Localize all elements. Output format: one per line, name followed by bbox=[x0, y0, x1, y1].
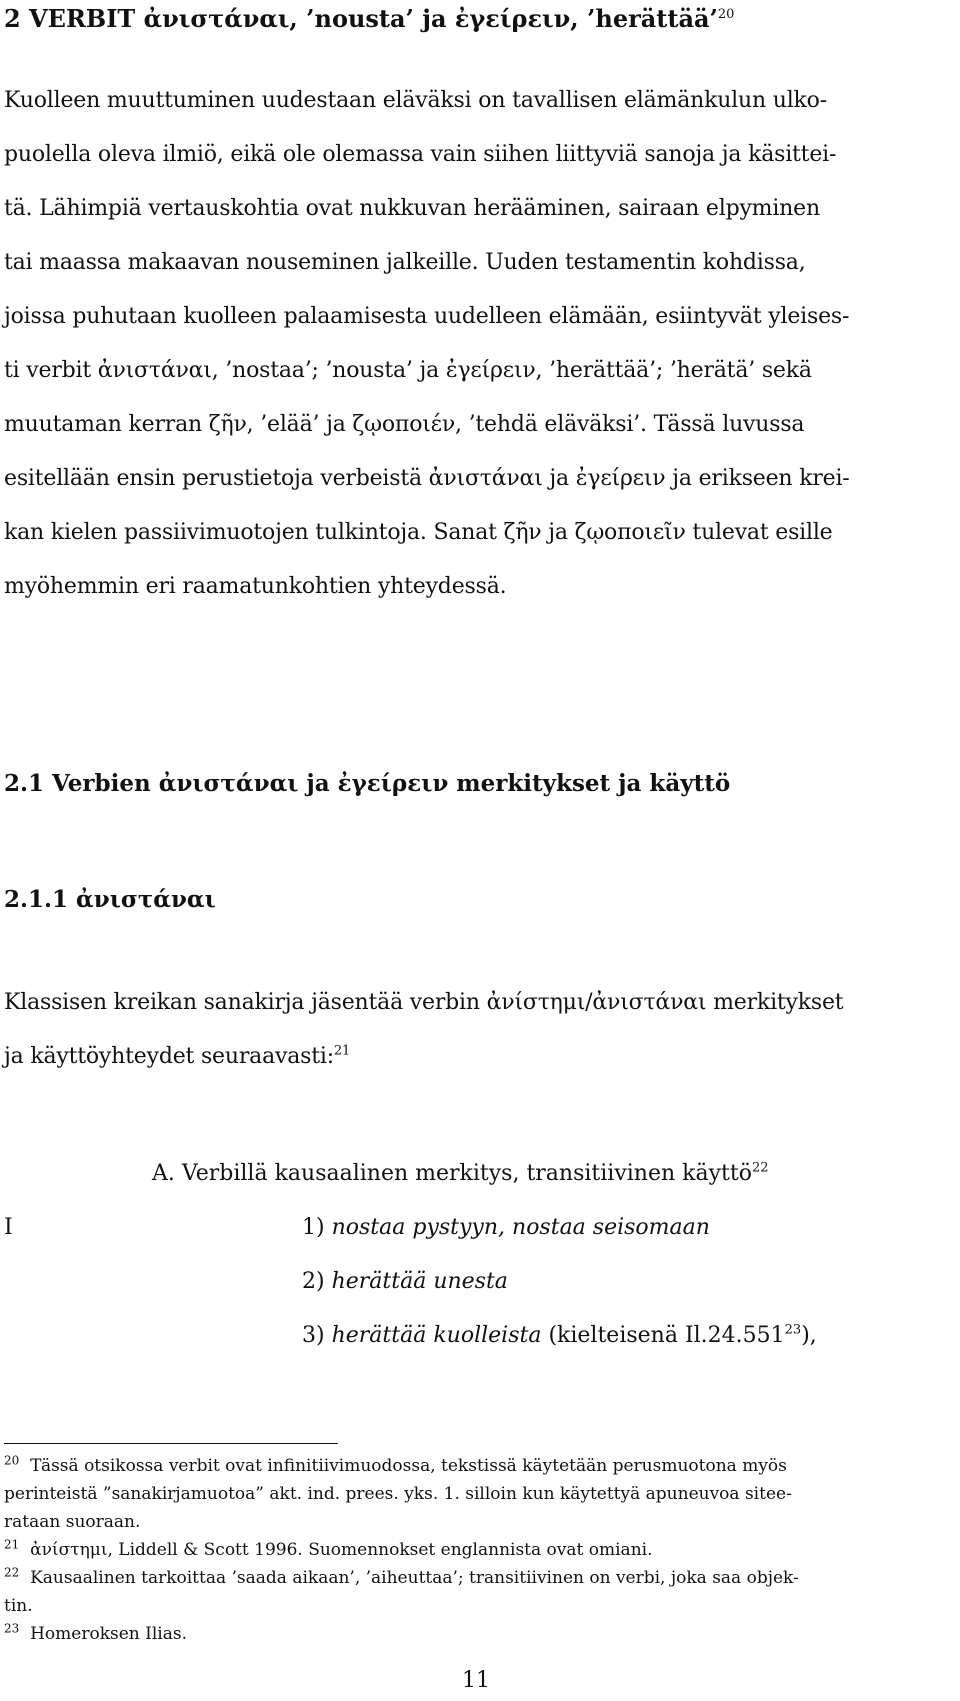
footnote-number: 22 bbox=[4, 1565, 20, 1580]
section-heading: 2.1 Verbien ἀνιστάναι ja ἐγείρειν merkitykset ja käyttö bbox=[4, 770, 731, 797]
item-text: herättää unesta bbox=[331, 1269, 508, 1294]
item-number: 2) bbox=[302, 1269, 325, 1294]
footnote-text: Tässä otsikossa verbit ovat infinitiivimuodossa, tekstissä käytetään perusmuotona myös bbox=[30, 1456, 787, 1476]
definition-item-3 bbox=[302, 1323, 817, 1348]
chapter-heading bbox=[4, 4, 734, 33]
footnote-number: 20 bbox=[4, 1453, 20, 1468]
footnote-text: ἀνίστημι, Liddell & Scott 1996. Suomennokset englannista ovat omiani. bbox=[30, 1540, 653, 1560]
footnote-text: perinteistä ”sanakirjamuotoa” akt. ind. prees. yks. 1. silloin kun käytettyä apuneuvoa siteе- bbox=[4, 1484, 792, 1504]
item-tail: (kielteisenä Il.24.551 bbox=[548, 1323, 785, 1348]
footnote-text: tin. bbox=[4, 1596, 33, 1616]
paragraph-line bbox=[4, 1044, 350, 1069]
footnote-ref-22[interactable]: 22 bbox=[751, 1160, 769, 1176]
footnote-divider bbox=[4, 1443, 338, 1444]
roman-numeral: I bbox=[4, 1215, 13, 1240]
paragraph-line: tä. Lähimpiä vertauskohtia ovat nukkuvan herääminen, sairaan elpyminen bbox=[4, 196, 820, 221]
footnote-ref-20[interactable]: 20 bbox=[717, 7, 735, 22]
footnote-text: Kausaalinen tarkoittaa ’saada aikaan’, ’aiheuttaa’; transitiivinen on verbi, joka saa objek- bbox=[30, 1568, 799, 1588]
item-end: ), bbox=[801, 1323, 817, 1348]
footnote-ref-21[interactable]: 21 bbox=[333, 1043, 351, 1059]
paragraph-line-text: ja käyttöyhteydet seuraavasti: bbox=[4, 1044, 334, 1069]
page-number: 11 bbox=[462, 1668, 490, 1693]
paragraph-line: ti verbit ἀνιστάναι, ’nostaa’; ’nousta’ ja ἐγείρειν, ’herättää’; ’herätä’ sekä bbox=[4, 358, 812, 383]
paragraph-line: kan kielen passiivimuotojen tulkintoja. Sanat ζῆν ja ζῳοποιεῖν tulevat esille bbox=[4, 520, 833, 545]
footnote-text: Homeroksen Ilias. bbox=[30, 1624, 187, 1644]
paragraph-line: muutaman kerran ζῆν, ’elää’ ja ζῳοποιέν, ’tehdä eläväksi’. Tässä luvussa bbox=[4, 412, 805, 437]
item-number: 3) bbox=[302, 1323, 325, 1348]
footnote-text: rataan suoraan. bbox=[4, 1512, 141, 1532]
footnote-number: 21 bbox=[4, 1537, 20, 1552]
definition-item-1 bbox=[302, 1215, 710, 1240]
footnote-ref-23[interactable]: 23 bbox=[784, 1322, 802, 1338]
footnote-number: 23 bbox=[4, 1621, 20, 1636]
subsection-heading: 2.1.1 ἀνιστάναι bbox=[4, 886, 216, 913]
paragraph-line: joissa puhutaan kuolleen palaamisesta uudelleen elämään, esiintyvät yleises- bbox=[4, 304, 850, 329]
item-text: nostaa pystyyn, nostaa seisomaan bbox=[331, 1215, 710, 1240]
chapter-heading-text: 2 VERBIT ἀνιστάναι, ’nousta’ ja ἐγείρειν, ’herättää’ bbox=[4, 4, 718, 33]
paragraph-line: myöhemmin eri raamatunkohtien yhteydessä. bbox=[4, 574, 507, 599]
item-number: 1) bbox=[302, 1215, 325, 1240]
definition-section-a-text: A. Verbillä kausaalinen merkitys, transitiivinen käyttö bbox=[152, 1161, 752, 1186]
item-text: herättää kuolleista bbox=[331, 1323, 542, 1348]
definition-section-a bbox=[152, 1161, 769, 1186]
paragraph-line: tai maassa makaavan nouseminen jalkeille. Uuden testamentin kohdissa, bbox=[4, 250, 806, 275]
definition-item-2 bbox=[302, 1269, 508, 1294]
paragraph-line: Klassisen kreikan sanakirja jäsentää verbin ἀνίστημι/ἀνιστάναι merkitykset bbox=[4, 990, 844, 1015]
paragraph-line: Kuolleen muuttuminen uudestaan eläväksi on tavallisen elämänkulun ulko- bbox=[4, 88, 827, 113]
paragraph-line: esitellään ensin perustietoja verbeistä ἀνιστάναι ja ἐγείρειν ja erikseen krei- bbox=[4, 466, 850, 491]
paragraph-line: puolella oleva ilmiö, eikä ole olemassa vain siihen liittyviä sanoja ja käsittei- bbox=[4, 142, 837, 167]
